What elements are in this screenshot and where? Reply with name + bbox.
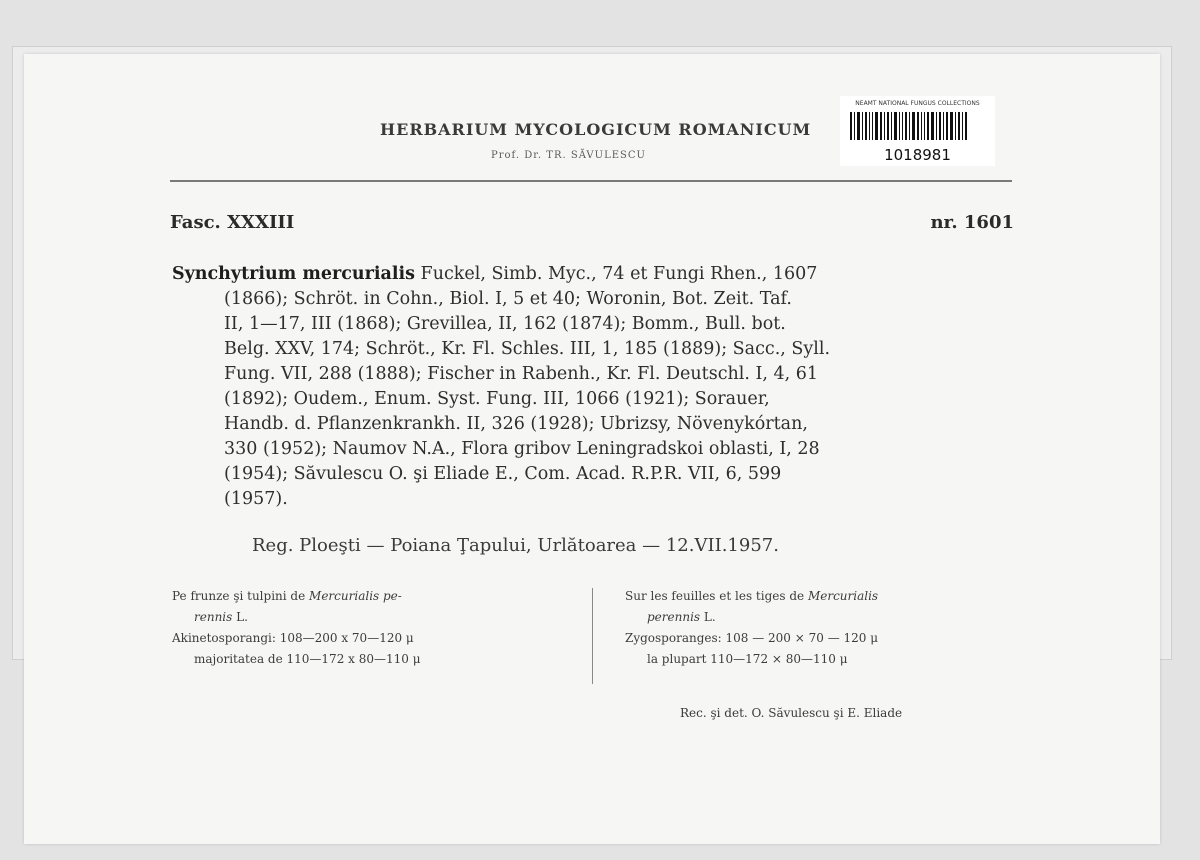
- reference-line: Belg. XXV, 174; Schröt., Kr. Fl. Schles. III, 1, 185 (1889); Sacc., Syll.: [224, 339, 831, 359]
- barcode-number: 1018981: [884, 146, 951, 164]
- reference-line: Fung. VII, 288 (1888); Fischer in Rabenh., Kr. Fl. Deutschl. I, 4, 61: [224, 364, 819, 384]
- header-divider: [170, 180, 1012, 182]
- french-description: Sur les feuilles et les tiges de Mercurialis perennis L. Zygosporanges: 108 — 200 × 70 — 120 μ la plupart 110—172 × 80—110 μ: [625, 586, 878, 670]
- reference-line: (1866); Schröt. in Cohn., Biol. I, 5 et 40; Woronin, Bot. Zeit. Taf.: [224, 289, 792, 309]
- herbarium-subtitle: Prof. Dr. TR. SĂVULESCU: [491, 150, 646, 161]
- romanian-description: Pe frunze şi tulpini de Mercurialis pe- rennis L. Akinetosporangi: 108—200 x 70—120 μ majoritatea de 110—172 x 80—110 μ: [172, 586, 421, 670]
- reference-line: Handb. d. Pflanzenkrankh. II, 326 (1928); Ubrizsy, Növenykórtan,: [224, 414, 808, 434]
- barcode-icon: [850, 112, 985, 140]
- taxonomic-references: [172, 262, 1014, 512]
- measurement: Zygosporanges: 108 — 200 × 70 — 120 μ: [625, 631, 879, 645]
- collector-credit: Rec. şi det. O. Săvulescu şi E. Eliade: [680, 706, 903, 720]
- measurement: Akinetosporangi: 108—200 x 70—120 μ: [172, 631, 414, 645]
- host-name: Mercurialis: [807, 589, 879, 603]
- column-divider: [592, 588, 593, 684]
- fascicle-number: Fasc. XXXIII: [170, 212, 295, 233]
- reference-line: II, 1—17, III (1868); Grevillea, II, 162 (1874); Bomm., Bull. bot.: [224, 314, 786, 334]
- host-name: Mercurialis pe-: [309, 589, 402, 603]
- reference-line: (1954); Săvulescu O. şi Eliade E., Com. Acad. R.P.R. VII, 6, 599: [224, 464, 782, 484]
- species-name: Synchytrium mercurialis: [172, 264, 415, 284]
- barcode-caption: NEAMT NATIONAL FUNGUS COLLECTIONS: [855, 100, 980, 107]
- reference-line: 330 (1952); Naumov N.A., Flora gribov Leningradskoi oblasti, I, 28: [224, 439, 820, 459]
- reference-line: (1892); Oudem., Enum. Syst. Fung. III, 1066 (1921); Sorauer,: [224, 389, 770, 409]
- reference-line: (1957).: [224, 489, 288, 509]
- reference-line: Synchytrium mercurialis Fuckel, Simb. Myc., 74 et Fungi Rhen., 1607: [172, 264, 818, 284]
- measurement: la plupart 110—172 × 80—110 μ: [647, 652, 848, 666]
- barcode-label: [840, 96, 995, 166]
- collection-locality: Reg. Ploeşti — Poiana Ţapului, Urlătoarea — 12.VII.1957.: [252, 535, 779, 556]
- specimen-number: nr. 1601: [930, 212, 1014, 233]
- herbarium-title: HERBARIUM MYCOLOGICUM ROMANICUM: [380, 120, 812, 139]
- measurement: majoritatea de 110—172 x 80—110 μ: [194, 652, 421, 666]
